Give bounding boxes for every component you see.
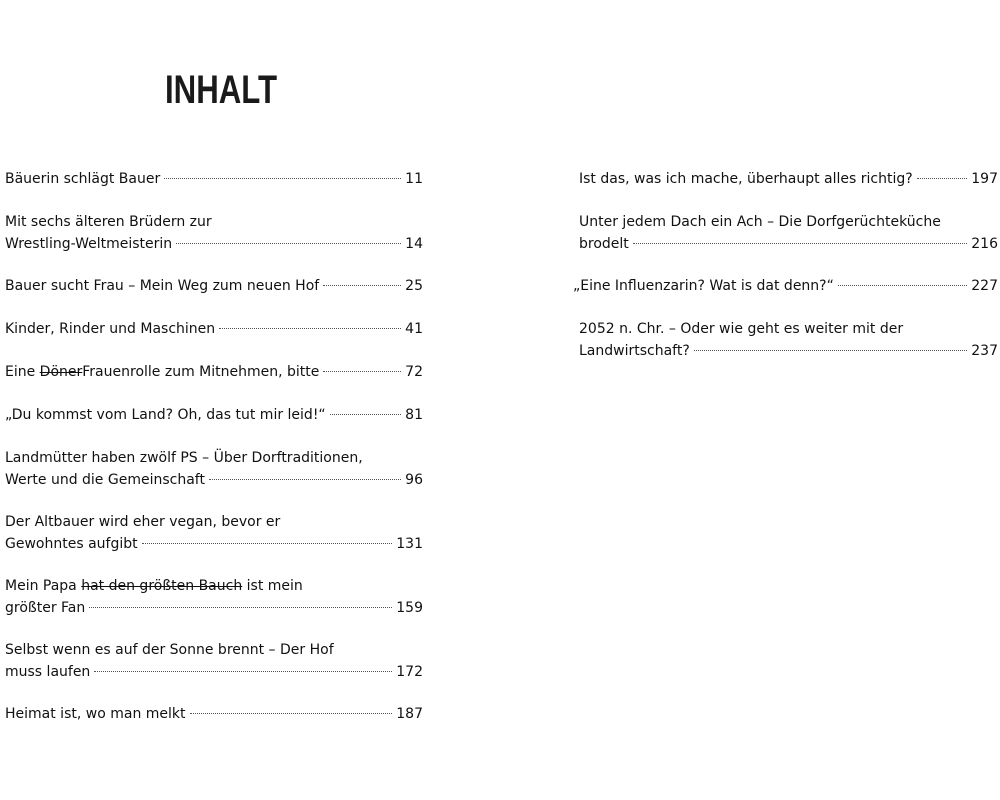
toc-entry[interactable]	[5, 640, 423, 683]
dot-leader	[209, 479, 401, 480]
toc-entry-line	[5, 276, 423, 298]
toc-entry-line	[579, 341, 998, 363]
toc-entry[interactable]	[579, 169, 998, 191]
toc-entry-page: 41	[405, 321, 423, 337]
toc-entry-line	[5, 598, 423, 620]
toc-entry[interactable]	[5, 276, 423, 298]
title-text: ist mein	[242, 578, 303, 594]
title-text: Mein Papa	[5, 578, 82, 594]
toc-entry-page: 14	[405, 235, 423, 252]
toc-entry-line	[5, 470, 423, 492]
toc-entry-line	[579, 234, 998, 256]
toc-entry-title-line: Selbst wenn es auf der Sonne brennt – Der Hof	[5, 642, 334, 658]
toc-entry-page: 96	[405, 471, 423, 488]
toc-entry-line	[5, 319, 423, 341]
toc-entry-page: 72	[405, 364, 423, 380]
dot-leader	[323, 371, 401, 372]
dot-leader	[94, 671, 392, 672]
dot-leader	[190, 713, 393, 714]
toc-entry[interactable]	[579, 212, 998, 255]
toc-entry-title: Gewohntes aufgibt	[5, 535, 138, 552]
toc-entry-title: Wrestling-Weltmeisterin	[5, 235, 173, 252]
toc-entry-line	[573, 276, 998, 298]
dot-leader	[917, 178, 968, 179]
toc-entry-page: 187	[396, 706, 423, 722]
toc-entry-page: 227	[971, 278, 998, 294]
toc-entry-title-line: Der Altbauer wird eher vegan, bevor er	[5, 514, 281, 530]
toc-entry-title-line	[5, 576, 423, 598]
dot-leader	[219, 328, 401, 329]
toc-entry-title	[5, 362, 319, 384]
toc-entry[interactable]	[5, 576, 423, 619]
toc-entry-title-line: Unter jedem Dach ein Ach – Die Dorfgerüchteküche	[579, 214, 941, 230]
dot-leader	[164, 178, 401, 179]
toc-entry[interactable]	[5, 405, 423, 427]
toc-entry-page: 25	[405, 278, 423, 294]
toc-entry-title: Kinder, Rinder und Maschinen	[5, 321, 216, 337]
toc-entry-page: 216	[971, 235, 998, 252]
title-text: Frauenrolle zum Mitnehmen, bitte	[82, 364, 320, 380]
dot-leader	[142, 543, 393, 544]
dot-leader	[330, 414, 401, 415]
dot-leader	[838, 285, 967, 286]
toc-entry-title: muss laufen	[5, 663, 91, 680]
toc-entry-title-line: 2052 n. Chr. – Oder wie geht es weiter mit der	[579, 321, 904, 337]
toc-entry-line	[5, 405, 423, 427]
toc-entry-page: 131	[396, 535, 423, 552]
toc-entry-title: größter Fan	[5, 599, 86, 616]
toc-entry-title-line: Mit sechs älteren Brüdern zur	[5, 214, 212, 230]
toc-entry-line	[5, 662, 423, 684]
toc-entry-page: 197	[971, 171, 998, 187]
toc-entry[interactable]	[5, 512, 423, 555]
toc-entry[interactable]	[5, 362, 423, 384]
toc-entry-page: 159	[396, 599, 423, 616]
toc-entry[interactable]	[5, 448, 423, 491]
toc-entry-page: 172	[396, 663, 423, 680]
toc-entry-page: 11	[405, 171, 423, 187]
toc-entry-line	[5, 234, 423, 256]
toc-entry-line	[5, 534, 423, 556]
toc-entry-title: Landwirtschaft?	[579, 342, 690, 359]
toc-entry[interactable]	[573, 276, 998, 298]
toc-entry-title-line: Landmütter haben zwölf PS – Über Dorftraditionen,	[5, 450, 363, 466]
title-text: Eine	[5, 364, 40, 380]
toc-entry-title: Werte und die Gemeinschaft	[5, 471, 205, 488]
dot-leader	[89, 607, 392, 608]
toc-entry-title: brodelt	[579, 235, 629, 252]
toc-entry-line	[5, 704, 423, 726]
toc-entry-page: 237	[971, 342, 998, 359]
toc-entry[interactable]	[579, 319, 998, 362]
toc-entry-page: 81	[405, 407, 423, 423]
toc-entry[interactable]	[5, 169, 423, 191]
toc-entry-title: „Eine Influenzarin? Wat is dat denn?“	[573, 278, 834, 294]
struck-text: hat den größten Bauch	[81, 578, 243, 594]
toc-entry-title: Ist das, was ich mache, überhaupt alles richtig?	[579, 171, 913, 187]
toc-entry-title: Bauer sucht Frau – Mein Weg zum neuen Hof	[5, 278, 320, 294]
toc-entry[interactable]	[5, 212, 423, 255]
toc-entry[interactable]	[5, 319, 423, 341]
toc-entry-line	[5, 169, 423, 191]
dot-leader	[633, 243, 967, 244]
dot-leader	[323, 285, 401, 286]
page-title: INHALT	[165, 68, 278, 112]
toc-entry-line	[5, 362, 423, 384]
toc-entry-line	[579, 169, 998, 191]
toc-entry-title: Bäuerin schlägt Bauer	[5, 171, 161, 187]
dot-leader	[176, 243, 401, 244]
toc-entry[interactable]	[5, 704, 423, 726]
toc-entry-title: Heimat ist, wo man melkt	[5, 706, 186, 722]
struck-text: Döner	[39, 364, 83, 380]
toc-entry-title: „Du kommst vom Land? Oh, das tut mir leid!“	[5, 407, 326, 423]
dot-leader	[694, 350, 967, 351]
